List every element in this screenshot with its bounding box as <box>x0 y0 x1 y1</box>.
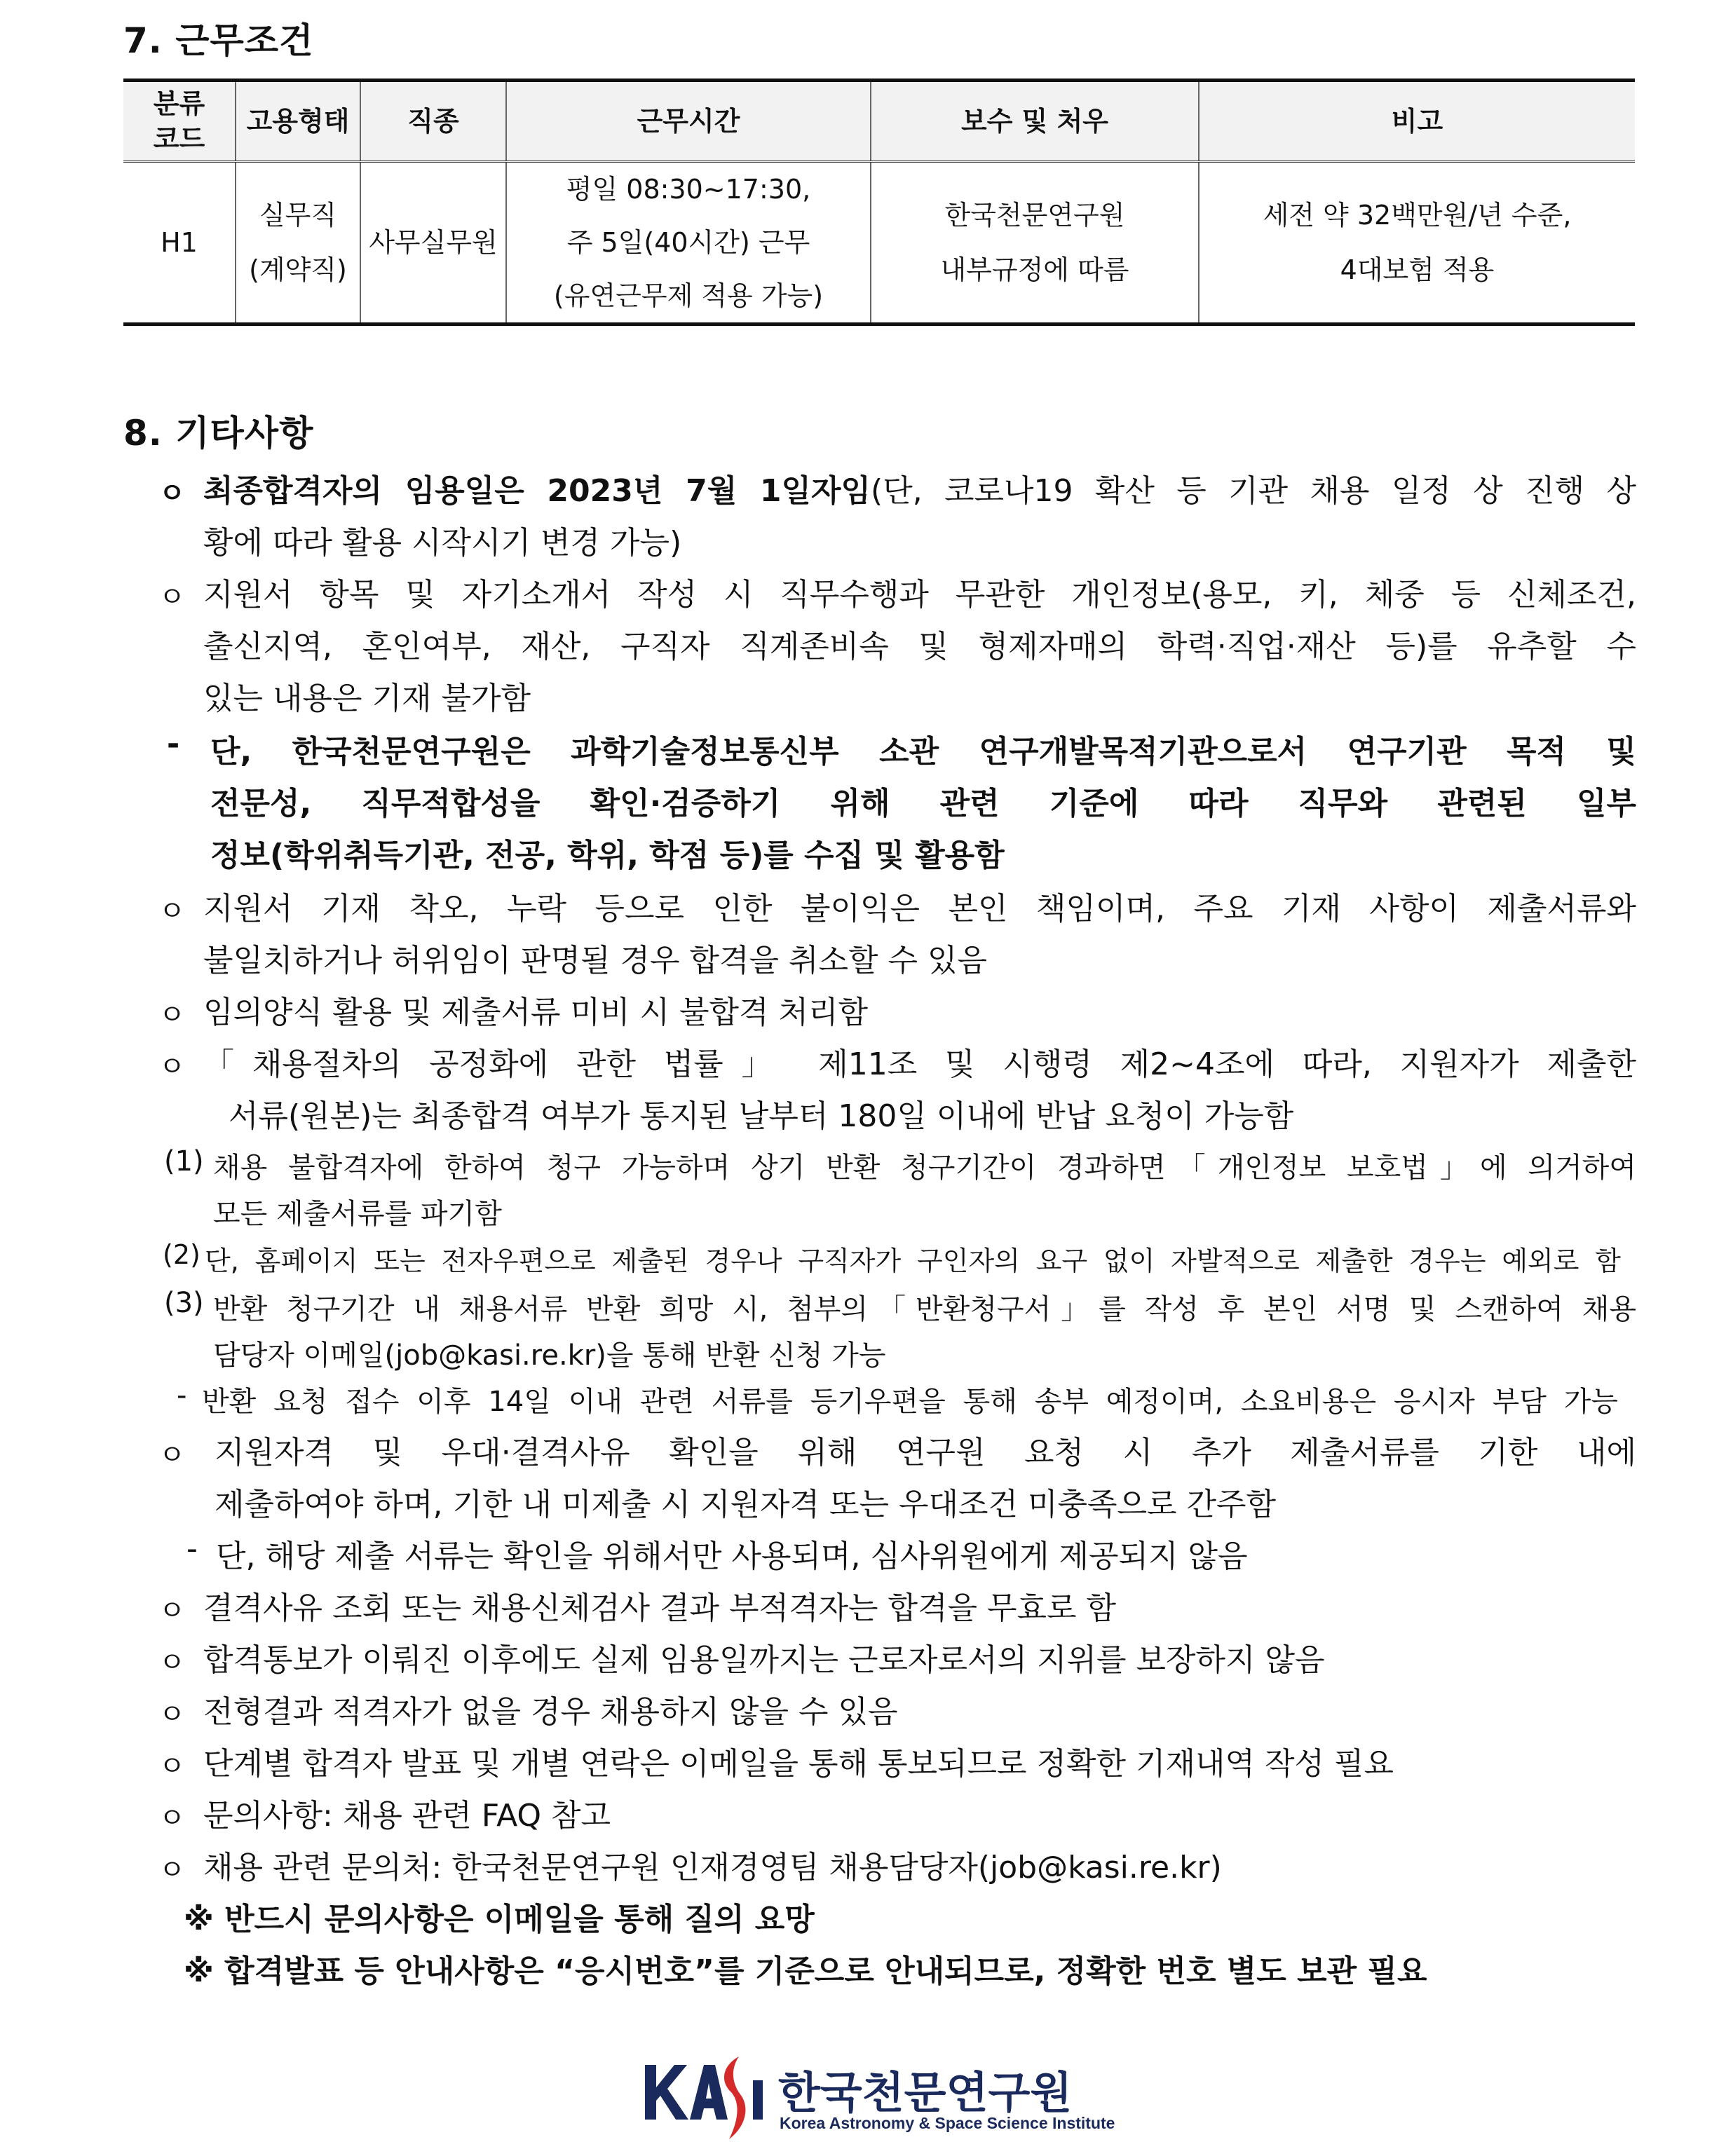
org-name-ko: 한국천문연구원 <box>778 2067 1073 2118</box>
bullet-icon: ㅇ <box>158 477 186 510</box>
kasi-logo-mark-icon <box>641 2052 767 2143</box>
list-item: 반환 청구기간 내 채용서류 반환 희망 시, 첨부의「반환청구서」를 작성 후 본인 서명 및 스캔하여 채용 <box>213 1293 1636 1325</box>
bullet-icon: ㅇ <box>158 1698 186 1731</box>
bullet-icon: ㅇ <box>158 895 186 927</box>
list-item: 단, 홈페이지 또는 전자우편으로 제출된 경우나 구직자가 구인자의 요구 없이 자발적으로 제출한 경우는 예외로 함 <box>205 1246 1621 1276</box>
list-item: 지원서 기재 착오, 누락 등으로 인한 불이익은 본인 책임이며, 주요 기재 사항이 제출서류와 <box>203 891 1636 927</box>
bullet-icon: ㅇ <box>158 999 186 1031</box>
header-job: 직종 <box>360 81 506 162</box>
list-item-continuation: 정보(학위취득기관, 전공, 학위, 학점 등)를 수집 및 활용함 <box>210 838 1005 873</box>
number-marker: (3) <box>164 1287 204 1319</box>
list-item-continuation: 담당자 이메일(job@kasi.re.kr)을 통해 반환 신청 가능 <box>213 1339 886 1372</box>
table-header-row <box>123 81 1635 162</box>
bullet-icon: ㅇ <box>158 1750 186 1782</box>
org-name-en: Korea Astronomy & Space Science Institute <box>780 2114 1115 2132</box>
note-text: ※ 반드시 문의사항은 이메일을 통해 질의 요망 <box>184 1902 815 1937</box>
list-item: 채용 불합격자에 한하여 청구 가능하며 상기 반환 청구기간이 경과하면「개인정보 보호법」에 의거하여 <box>213 1152 1636 1184</box>
number-marker: (1) <box>164 1145 204 1178</box>
list-item-continuation: 모든 제출서류를 파기함 <box>213 1198 502 1230</box>
header-pay: 보수 및 처우 <box>871 81 1199 162</box>
list-item: 문의사항: 채용 관련 FAQ 참고 <box>203 1798 611 1834</box>
number-marker: (2) <box>163 1239 201 1270</box>
bullet-icon: ㅇ <box>158 1854 186 1886</box>
cell-employment: 실무직 (계약직) <box>236 162 360 325</box>
bullet-icon: ㅇ <box>158 581 186 613</box>
list-item: 채용 관련 문의처: 한국천문연구원 인재경영팀 채용담당자(job@kasi.re.kr) <box>203 1850 1222 1885</box>
cell-pay: 한국천문연구원 내부규정에 따름 <box>871 162 1199 325</box>
list-item: 단, 해당 제출 서류는 확인을 위해서만 사용되며, 심사위원에게 제공되지 않음 <box>216 1538 1248 1574</box>
table-row <box>123 162 1635 325</box>
dash-marker: - <box>186 1531 198 1567</box>
list-item: 결격사유 조회 또는 채용신체검사 결과 부적격자는 합격을 무효로 함 <box>203 1590 1116 1626</box>
list-item-continuation: 서류(원본)는 최종합격 여부가 통지된 날부터 180일 이내에 반납 요청이 가능함 <box>229 1098 1294 1134</box>
list-item: 반환 요청 접수 이후 14일 이내 관련 서류를 등기우편을 통해 송부 예정이며, 소요비용은 응시자 부담 가능 <box>202 1386 1618 1418</box>
cell-code: H1 <box>161 227 198 258</box>
header-hours: 근무시간 <box>506 81 871 162</box>
list-item-continuation: 출신지역, 혼인여부, 재산, 구직자 직계존비속 및 형제자매의 학력·직업·재산 등)를 유추할 수 <box>203 629 1636 664</box>
header-employment: 고용형태 <box>236 81 360 162</box>
list-item: 지원자격 및 우대·결격사유 확인을 위해 연구원 요청 시 추가 제출서류를 기한 내에 <box>215 1435 1636 1471</box>
list-item: 임의양식 활용 및 제출서류 미비 시 불합격 처리함 <box>203 995 868 1030</box>
list-item: 전형결과 적격자가 없을 경우 채용하지 않을 수 있음 <box>203 1694 898 1730</box>
list-item-continuation: 있는 내용은 기재 불가함 <box>203 681 531 716</box>
bullet-icon: ㅇ <box>158 1802 186 1834</box>
bullet-icon: ㅇ <box>158 1595 186 1627</box>
work-conditions-table <box>123 79 1635 326</box>
list-item: 단계별 합격자 발표 및 개별 연락은 이메일을 통해 통보되므로 정확한 기재내역 작성 필요 <box>203 1746 1394 1782</box>
list-item-continuation: 전문성, 직무적합성을 확인·검증하기 위해 관련 기준에 따라 직무와 관련된 일부 <box>210 786 1636 821</box>
header-note: 비고 <box>1199 81 1635 162</box>
bullet-icon: ㅇ <box>158 1439 186 1471</box>
cell-note: 세전 약 32백만원/년 수준, 4대보험 적용 <box>1199 162 1635 325</box>
bullet-icon: ㅇ <box>158 1646 186 1679</box>
list-item: 합격통보가 이뤄진 이후에도 실제 임용일까지는 근로자로서의 지위를 보장하지 않음 <box>203 1642 1325 1678</box>
list-item: 최종합격자의 임용일은 2023년 7월 1일자임(단, 코로나19 확산 등 기관 채용 일정 상 진행 상 <box>203 473 1636 509</box>
list-item-continuation: 제출하여야 하며, 기한 내 미제출 시 지원자격 또는 우대조건 미충족으로 간주함 <box>215 1487 1276 1522</box>
list-item: 단, 한국천문연구원은 과학기술정보통신부 소관 연구개발목적기관으로서 연구기관 목적 및 <box>210 734 1636 770</box>
section-7-title: 7. 근무조건 <box>123 20 314 61</box>
cell-hours: 평일 08:30~17:30, 주 5일(40시간) 근무 (유연근무제 적용 가능) <box>506 162 871 325</box>
header-code: 분류 코드 <box>123 81 236 162</box>
note-text: ※ 합격발표 등 안내사항은 “응시번호”를 기준으로 안내되므로, 정확한 번호 별도 보관 필요 <box>184 1953 1427 1989</box>
section-8-title: 8. 기타사항 <box>123 413 314 453</box>
bullet-icon: ㅇ <box>158 1051 186 1083</box>
dash-marker: - <box>167 726 180 762</box>
dash-marker: - <box>177 1379 187 1412</box>
kasi-logo <box>641 2052 1117 2143</box>
list-item: 「채용절차의 공정화에 관한 법률」 제11조 및 시행령 제2~4조에 따라, 지원자가 제출한 <box>203 1046 1636 1082</box>
list-item-continuation: 황에 따라 활용 시작시기 변경 가능) <box>203 525 682 561</box>
cell-job: 사무실무원 <box>360 162 506 325</box>
list-item-continuation: 불일치하거나 허위임이 판명될 경우 합격을 취소할 수 있음 <box>203 943 987 978</box>
list-item: 지원서 항목 및 자기소개서 작성 시 직무수행과 무관한 개인정보(용모, 키, 체중 등 신체조건, <box>203 577 1636 613</box>
